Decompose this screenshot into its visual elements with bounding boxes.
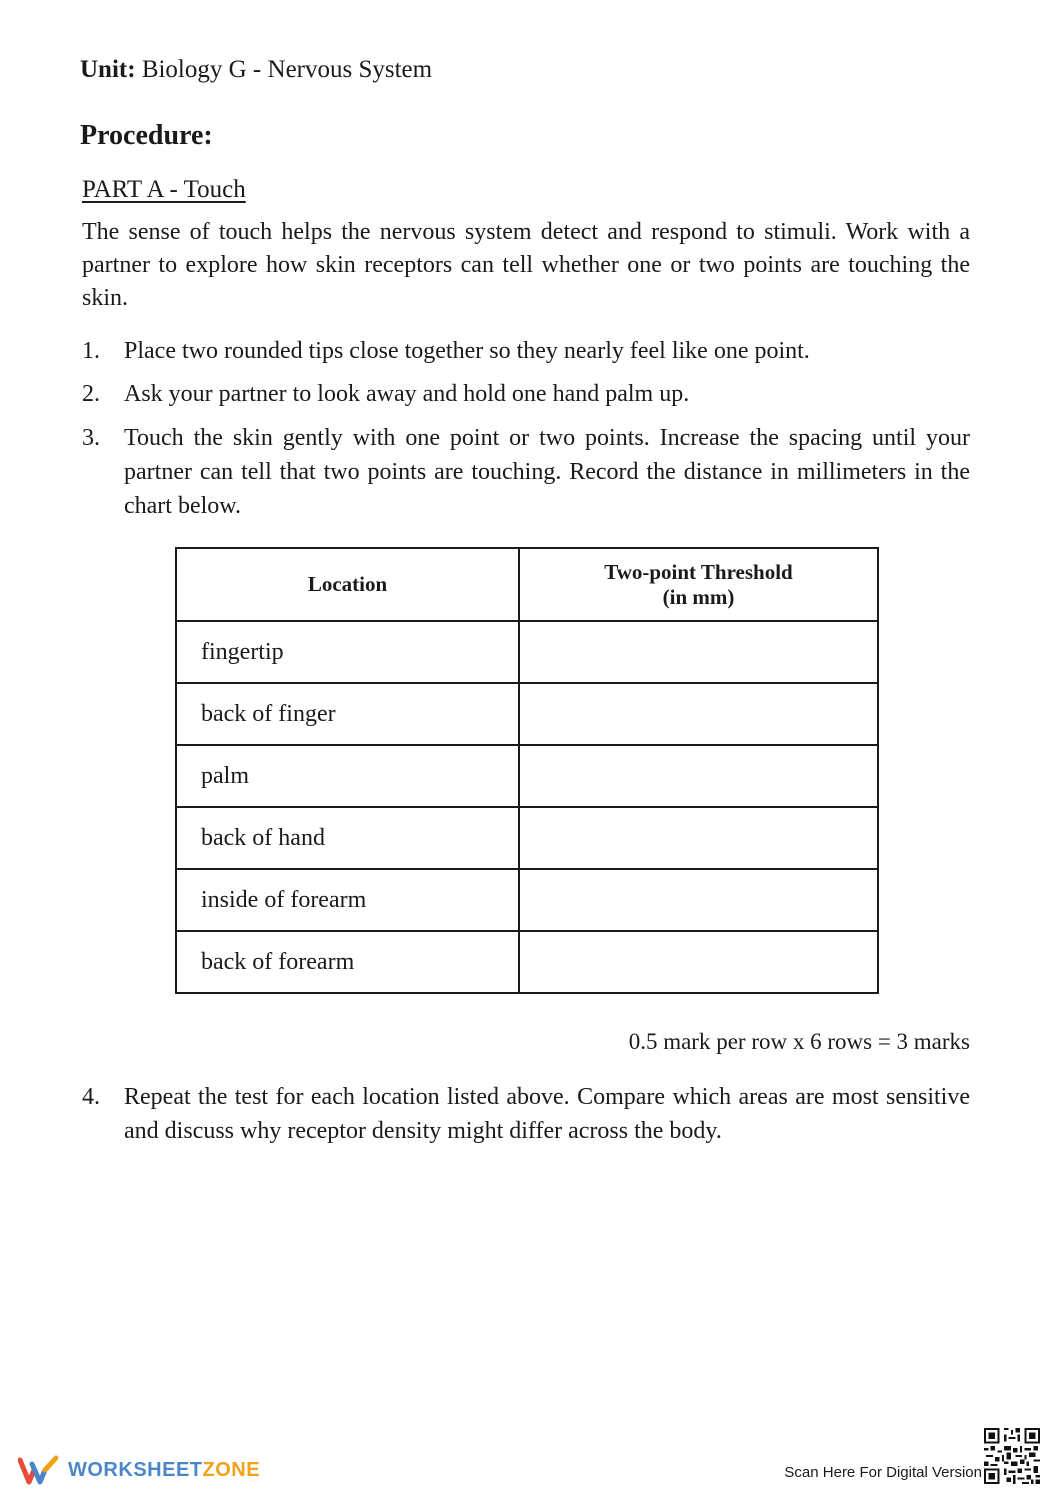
threshold-header-line1: Two-point Threshold [604, 559, 793, 584]
logo-word-zone: ZONE [202, 1458, 261, 1481]
unit-heading [80, 54, 432, 86]
step-text: Repeat the test for each location listed above. Compare which areas are most sensitive and discuss why receptor density might differ across the body. [124, 1084, 970, 1144]
location-cell: back of finger [176, 683, 519, 745]
unit-value: Biology G - Nervous System [141, 56, 433, 83]
marks-note: 0.5 mark per row x 6 rows = 3 marks [628, 1029, 970, 1054]
step-3 [82, 421, 970, 523]
threshold-cell[interactable] [519, 869, 878, 931]
threshold-table [175, 547, 879, 994]
table-header-row [176, 548, 878, 621]
table-row [176, 621, 878, 683]
part-a-heading: PART A - Touch [82, 176, 246, 203]
step-number: 1. [82, 338, 100, 364]
threshold-column-header [519, 548, 878, 621]
location-cell: fingertip [176, 621, 519, 683]
threshold-cell[interactable] [519, 745, 878, 807]
threshold-cell[interactable] [519, 621, 878, 683]
location-cell: back of hand [176, 807, 519, 869]
step-number: 2. [82, 381, 100, 407]
step-1 [82, 334, 970, 368]
step-text: Place two rounded tips close together so they nearly feel like one point. [124, 338, 810, 364]
table-row [176, 745, 878, 807]
step-text: Touch the skin gently with one point or two points. Increase the spacing until your partner can tell that two points are touching. Record the distance in millimeters in the chart below. [124, 425, 970, 519]
threshold-cell[interactable] [519, 931, 878, 993]
location-cell: palm [176, 745, 519, 807]
threshold-cell[interactable] [519, 683, 878, 745]
location-cell: inside of forearm [176, 869, 519, 931]
unit-label: Unit: [80, 56, 136, 83]
step-2 [82, 377, 970, 411]
logo-text [68, 1459, 260, 1482]
table-row [176, 683, 878, 745]
location-column-header: Location [176, 548, 519, 621]
threshold-header-line2: (in mm) [662, 584, 735, 609]
step-number: 4. [82, 1084, 100, 1110]
worksheetzone-logo-icon [18, 1454, 62, 1486]
procedure-title: Procedure: [80, 120, 213, 151]
table-row [176, 807, 878, 869]
table-row [176, 869, 878, 931]
table-row [176, 931, 878, 993]
threshold-cell[interactable] [519, 807, 878, 869]
step-number: 3. [82, 425, 100, 451]
step-text: Ask your partner to look away and hold one hand palm up. [124, 381, 690, 407]
step-4 [82, 1080, 970, 1148]
scan-here-text: Scan Here For Digital Version [784, 1464, 982, 1481]
location-cell: back of forearm [176, 931, 519, 993]
logo-word-worksheet: WORKSHEET [68, 1458, 203, 1481]
qr-code-icon[interactable] [984, 1428, 1040, 1484]
worksheetzone-logo[interactable] [18, 1452, 260, 1488]
part-a-intro: The sense of touch helps the nervous system detect and respond to stimuli. Work with a partner to explore how skin receptors can tell whether one or two points are touching the skin. [82, 219, 970, 311]
